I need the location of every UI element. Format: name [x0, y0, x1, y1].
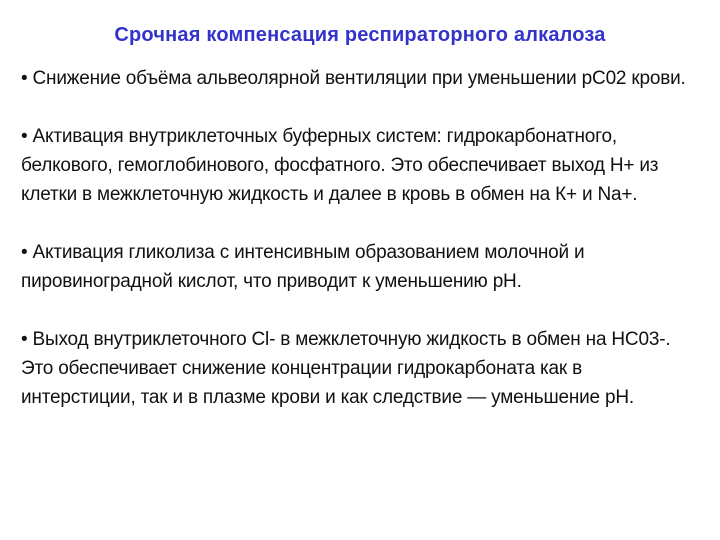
slide-title: Срочная компенсация респираторного алкалоза: [114, 24, 606, 46]
bullet-paragraph-buffer-systems: • Активация внутриклеточных буферных систем: гидрокарбонатного, белкового, гемоглобинового, фосфатного. Это обеспечивает выход H+ из клетки в межклеточную жидкость и далее в кровь в обмен на К+ и Na+.: [21, 126, 659, 205]
bullet-paragraph-glycolysis: • Активация гликолиза с интенсивным образованием молочной и пировиноградной кислот, что приводит к уменьшению pH.: [21, 242, 585, 292]
bullet-paragraph-ventilation: • Снижение объёма альвеолярной вентиляции при уменьшении pC02 крови.: [21, 68, 686, 89]
bullet-paragraph-chloride-exchange: • Выход внутриклеточного Cl- в межклеточную жидкость в обмен на HC03-. Это обеспечивает снижение концентрации гидрокарбоната как в интерстиции, так и в плазме крови и как следствие — уменьшение pH.: [21, 329, 671, 408]
slide-content: [21, 64, 691, 441]
